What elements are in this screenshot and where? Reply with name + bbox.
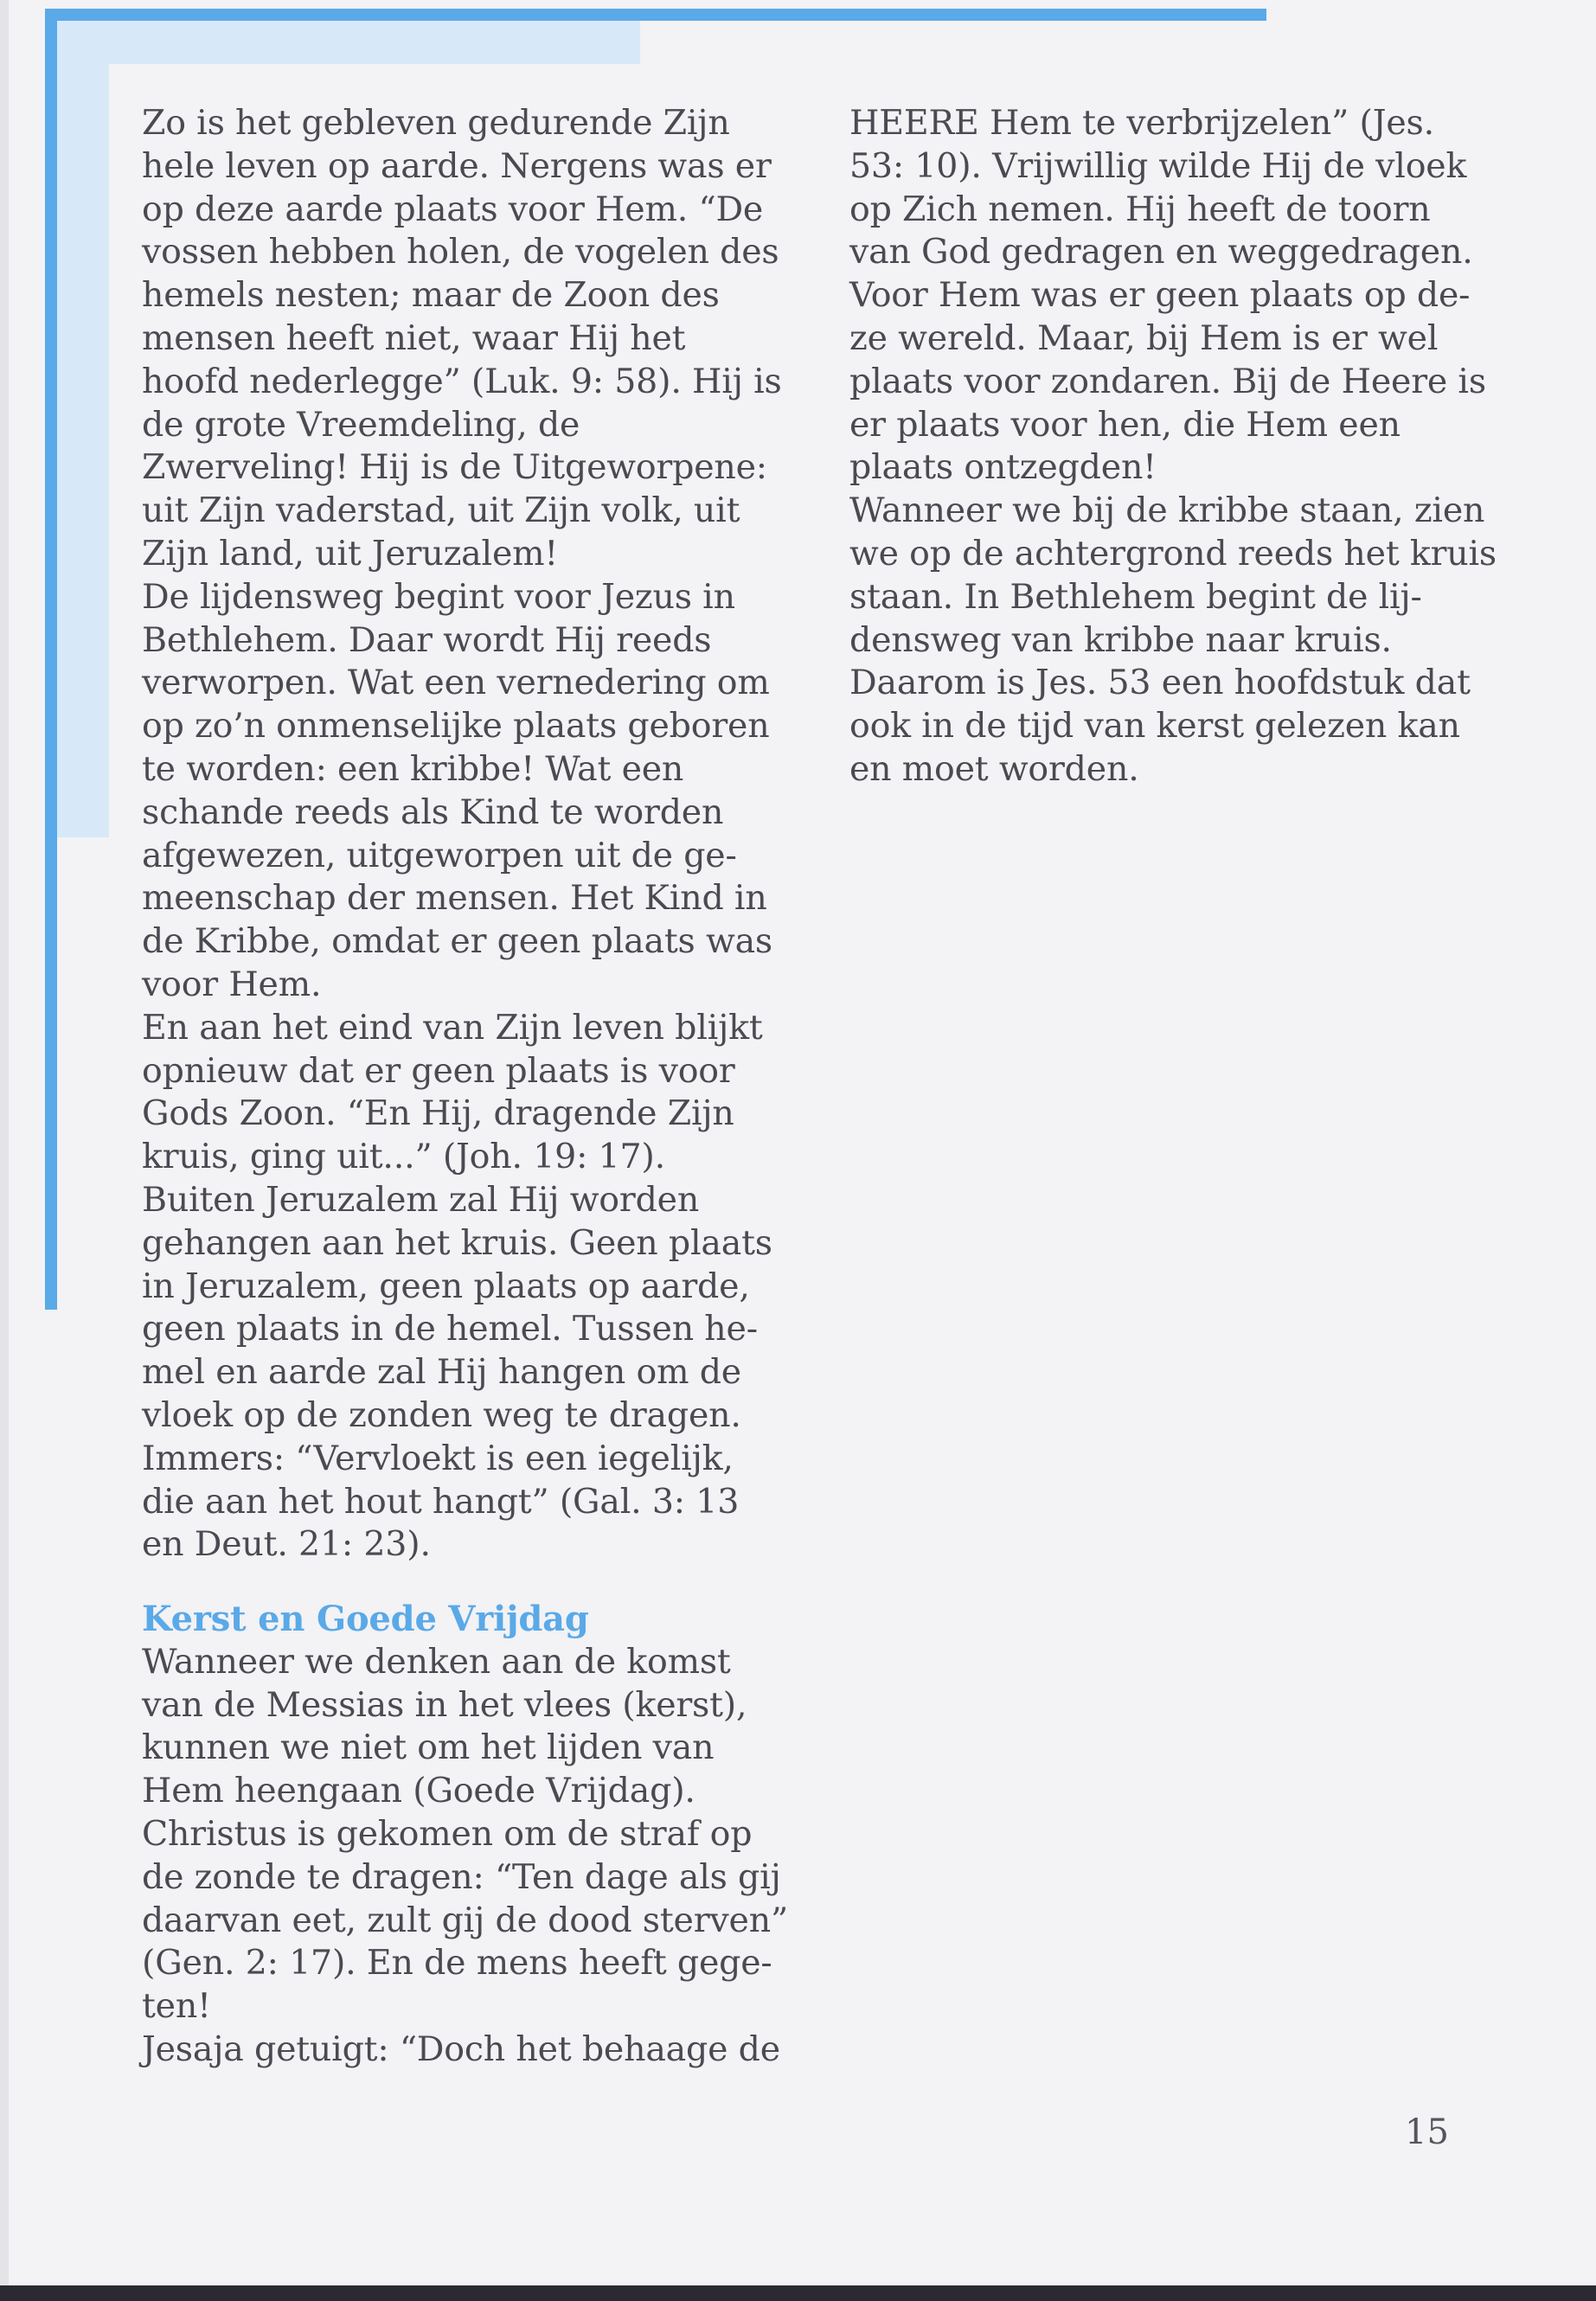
text-line: ook in de tijd van kerst gelezen kan	[849, 706, 1460, 747]
text-line: Gods Zoon. “En Hij, dragende Zijn	[142, 1093, 734, 1134]
text-line: kruis, ging uit...” (Joh. 19: 17).	[142, 1137, 665, 1177]
right-column	[849, 102, 1507, 792]
text-line: vossen hebben holen, de vogelen des	[142, 232, 779, 272]
text-line: gehangen aan het kruis. Geen plaats	[142, 1222, 772, 1263]
text-line: Christus is gekomen om de straf op	[142, 1814, 753, 1855]
text-line: uit Zijn vaderstad, uit Zijn volk, uit	[142, 490, 740, 531]
text-line: geen plaats in de hemel. Tussen he-	[142, 1309, 758, 1349]
text-line: staan. In Bethlehem begint de lij-	[849, 576, 1422, 617]
side-tint	[57, 21, 109, 837]
text-line: En aan het eind van Zijn leven blijkt	[142, 1007, 763, 1048]
text-line: ze wereld. Maar, bij Hem is er wel	[849, 317, 1439, 358]
text-line: en moet worden.	[849, 748, 1139, 789]
text-line: verworpen. Wat een vernedering om	[142, 663, 770, 703]
left-column	[142, 102, 799, 2072]
text-line: en Deut. 21: 23).	[142, 1524, 431, 1565]
text-line: meenschap der mensen. Het Kind in	[142, 878, 767, 919]
text-line: de Kribbe, omdat er geen plaats was	[142, 921, 772, 962]
text-line: Buiten Jeruzalem zal Hij worden	[142, 1179, 700, 1220]
text-line: de zonde te dragen: “Ten dage als gij	[142, 1856, 781, 1897]
text-line: daarvan eet, zult gij de dood sterven”	[142, 1900, 788, 1940]
text-line: Zwerveling! Hij is de Uitgeworpene:	[142, 447, 767, 488]
text-line: Zo is het gebleven gedurende Zijn	[142, 103, 730, 143]
left-paragraphs-b	[142, 1641, 799, 2072]
text-line: op deze aarde plaats voor Hem. “De	[142, 189, 764, 229]
text-line: Bethlehem. Daar wordt Hij reeds	[142, 619, 712, 660]
left-accent-bar	[45, 9, 57, 1310]
text-line: van de Messias in het vlees (kerst),	[142, 1684, 747, 1725]
text-line: schande reeds als Kind te worden	[142, 792, 724, 832]
right-paragraphs	[849, 102, 1507, 792]
text-line: er plaats voor hen, die Hem een	[849, 404, 1401, 445]
text-line: plaats voor zondaren. Bij de Heere is	[849, 361, 1486, 401]
page-edge	[0, 0, 9, 2301]
bottom-edge-strip	[0, 2285, 1596, 2301]
text-line: afgewezen, uitgeworpen uit de ge-	[142, 835, 737, 875]
text-line: hele leven op aarde. Nergens was er	[142, 145, 772, 186]
text-line: HEERE Hem te verbrijzelen” (Jes.	[849, 103, 1434, 143]
text-line: de grote Vreemdeling, de	[142, 404, 580, 445]
text-line: van God gedragen en weggedragen.	[849, 232, 1473, 272]
corner-tint	[57, 21, 640, 64]
text-line: (Gen. 2: 17). En de mens heeft gege-	[142, 1943, 772, 1984]
text-line: Voor Hem was er geen plaats op de-	[849, 275, 1471, 316]
text-line: hemels nesten; maar de Zoon des	[142, 275, 720, 316]
text-line: vloek op de zonden weg te dragen.	[142, 1394, 741, 1435]
text-line: opnieuw dat er geen plaats is voor	[142, 1050, 735, 1091]
text-line: voor Hem.	[142, 964, 322, 1004]
text-line: we op de achtergrond reeds het kruis	[849, 533, 1497, 574]
text-line: Daarom is Jes. 53 een hoofdstuk dat	[849, 663, 1471, 703]
text-line: die aan het hout hangt” (Gal. 3: 13	[142, 1481, 740, 1522]
text-line: Wanneer we denken aan de komst	[142, 1641, 731, 1682]
page-number: 15	[1405, 2112, 1449, 2152]
text-line: Zijn land, uit Jeruzalem!	[142, 533, 559, 574]
text-line: Wanneer we bij de kribbe staan, zien	[849, 490, 1485, 531]
text-line: ten!	[142, 1986, 211, 2027]
text-line: plaats ontzegden!	[849, 447, 1157, 488]
text-line: te worden: een kribbe! Wat een	[142, 748, 684, 789]
text-line: hoofd nederlegge” (Luk. 9: 58). Hij is	[142, 361, 782, 401]
text-line: Hem heengaan (Goede Vrijdag).	[142, 1771, 695, 1811]
left-paragraphs-a	[142, 102, 799, 1567]
text-line: Jesaja getuigt: “Doch het behaage de	[142, 2029, 780, 2070]
text-line: kunnen we niet om het lijden van	[142, 1727, 715, 1768]
section-heading: Kerst en Goede Vrijdag	[142, 1599, 589, 1640]
text-line: 53: 10). Vrijwillig wilde Hij de vloek	[849, 145, 1467, 186]
text-line: in Jeruzalem, geen plaats op aarde,	[142, 1266, 750, 1306]
text-line: mensen heeft niet, waar Hij het	[142, 317, 686, 358]
text-line: De lijdensweg begint voor Jezus in	[142, 576, 735, 617]
text-line: op zo’n onmenselijke plaats geboren	[142, 706, 770, 747]
text-line: densweg van kribbe naar kruis.	[849, 619, 1392, 660]
text-line: mel en aarde zal Hij hangen om de	[142, 1352, 741, 1393]
text-line: Immers: “Vervloekt is een iegelijk,	[142, 1438, 734, 1478]
top-accent-bar	[45, 9, 1266, 21]
text-line: op Zich nemen. Hij heeft de toorn	[849, 189, 1431, 229]
